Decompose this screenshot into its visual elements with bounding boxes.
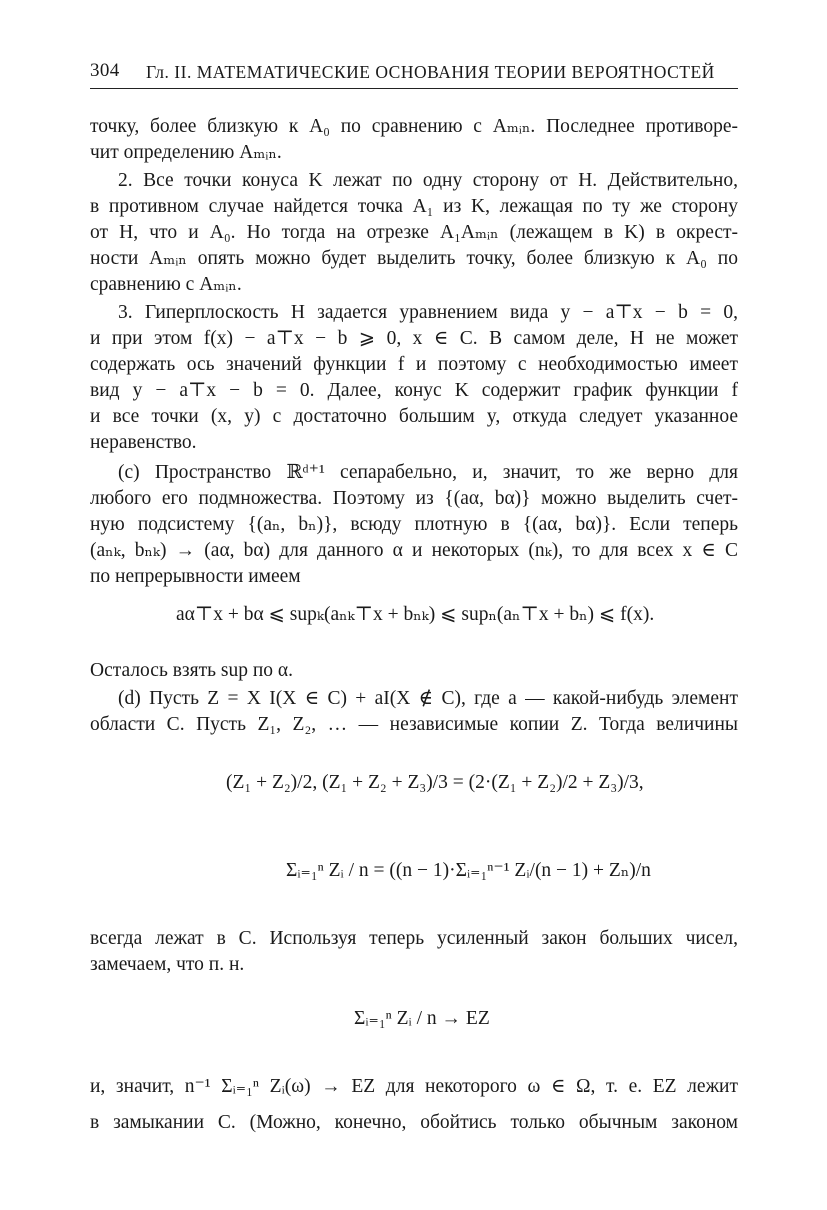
text-line: содержать ось значений функции f и поэтому с необходимостью имеет	[90, 354, 738, 375]
text-line: и при этом f(x) − a⊤x − b ⩾ 0, x ∈ C. В самом деле, H не может	[90, 328, 738, 349]
text-line: сравнению с Aₘᵢₙ.	[90, 274, 242, 295]
text-line: (d) Пусть Z = X I(X ∈ C) + aI(X ∉ C), где a — какой-нибудь элемент	[118, 688, 738, 709]
text-line: в замыкании C. (Можно, конечно, обойтись только обычным законом	[90, 1112, 738, 1133]
text-line: (aₙₖ, bₙₖ) → (aα, bα) для данного α и некоторых (nₖ), то для всех x ∈ C	[90, 540, 738, 561]
text-line: ности Aₘᵢₙ опять можно будет выделить точку, более близкую к A₀ по	[90, 248, 738, 269]
text-line: замечаем, что п. н.	[90, 954, 245, 975]
text-line: всегда лежат в C. Используя теперь усиленный закон больших чисел,	[90, 928, 738, 949]
text-line: неравенство.	[90, 432, 197, 453]
text-line: 2. Все точки конуса K лежат по одну сторону от H. Действительно,	[118, 170, 738, 191]
running-title: Гл. II. МАТЕМАТИЧЕСКИЕ ОСНОВАНИЯ ТЕОРИИ ВЕРОЯТНОСТЕЙ	[146, 62, 715, 82]
text-line: вид y − a⊤x − b = 0. Далее, конус K содержит график функции f	[90, 380, 738, 401]
page-number: 304	[90, 60, 120, 81]
text-line: Осталось взять sup по α.	[90, 660, 293, 681]
equation-slln-limit: Σᵢ₌₁ⁿ Zᵢ / n → EZ	[354, 1008, 490, 1029]
text-line: области C. Пусть Z₁, Z₂, … — независимые копии Z. Тогда величины	[90, 714, 738, 735]
equation-sup-inequality: aα⊤x + bα ⩽ supₖ(aₙₖ⊤x + bₙₖ) ⩽ supₙ(aₙ⊤x + bₙ) ⩽ f(x).	[176, 604, 655, 625]
text-line: и все точки (x, y) с достаточно большим y, откуда следует указанное	[90, 406, 738, 427]
text-line: по непрерывности имеем	[90, 566, 301, 587]
text-line: в противном случае найдется точка A₁ из K, лежащая по ту же сторону	[90, 196, 738, 217]
text-line: ную подсистему {(aₙ, bₙ)}, всюду плотную в {(aα, bα)}. Если теперь	[90, 514, 738, 535]
text-line: (c) Пространство ℝᵈ⁺¹ сепарабельно, и, значит, то же верно для	[118, 462, 738, 483]
text-line: 3. Гиперплоскость H задается уравнением вида y − a⊤x − b = 0,	[118, 302, 738, 323]
text-line: любого его подмножества. Поэтому из {(aα, bα)} можно выделить счет-	[90, 488, 738, 509]
text-line: и, значит, n⁻¹ Σᵢ₌₁ⁿ Zᵢ(ω) → EZ для некоторого ω ∈ Ω, т. е. EZ лежит	[90, 1076, 738, 1097]
running-header	[90, 56, 738, 89]
equation-recursive-average: Σᵢ₌₁ⁿ Zᵢ / n = ((n − 1)·Σᵢ₌₁ⁿ⁻¹ Zᵢ/(n − 1) + Zₙ)/n	[286, 860, 651, 881]
text-line: чит определению Aₘᵢₙ.	[90, 142, 282, 163]
text-line: точку, более близкую к A₀ по сравнению с Aₘᵢₙ. Последнее противоре-	[90, 116, 738, 137]
text-line: от H, что и A₀. Но тогда на отрезке A₁Aₘᵢₙ (лежащем в K) в окрест-	[90, 222, 738, 243]
equation-averages: (Z₁ + Z₂)/2, (Z₁ + Z₂ + Z₃)/3 = (2·(Z₁ + Z₂)/2 + Z₃)/3,	[226, 772, 644, 793]
